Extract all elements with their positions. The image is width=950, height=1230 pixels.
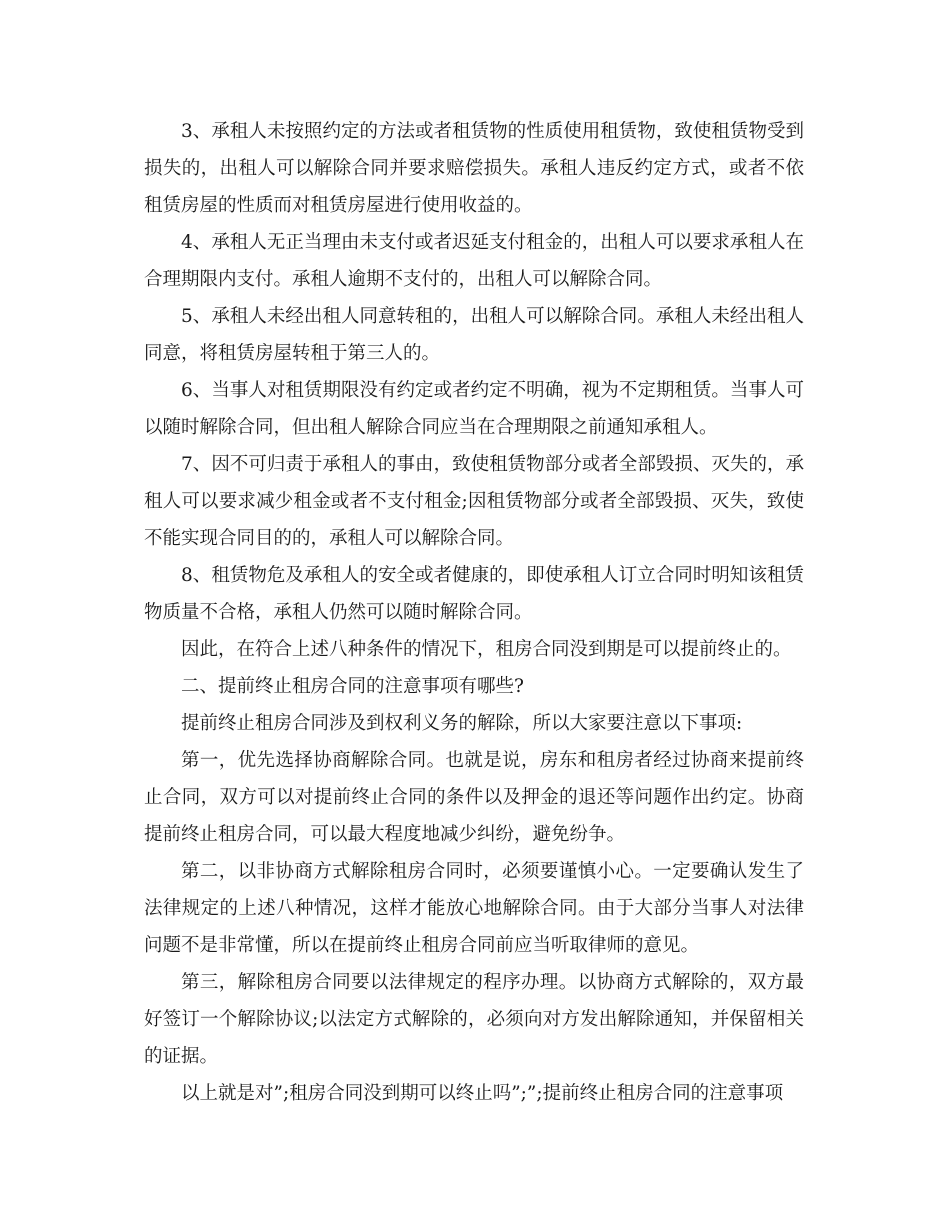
- paragraph-summary: 以上就是对”;租房合同没到期可以终止吗”;”;提前终止租房合同的注意事项: [181, 1083, 784, 1104]
- paragraph-clause-3: 3、承租人未按照约定的方法或者租赁物的性质使用租赁物，致使租赁物受到损失的，出租人可以解除合同并要求赔偿损失。承租人违反约定方式，或者不依租赁房屋的性质而对租赁房屋进行使用收益的。: [144, 121, 804, 216]
- paragraph-note-3: 第三，解除租房合同要以法律规定的程序办理。以协商方式解除的，双方最好签订一个解除协议;以法定方式解除的，必须向对方发出解除通知，并保留相关的证据。: [144, 972, 804, 1067]
- paragraph-intro-notes: 提前终止租房合同涉及到权利义务的解除，所以大家要注意以下事项:: [181, 713, 743, 734]
- paragraph-conclusion: 因此，在符合上述八种条件的情况下，租房合同没到期是可以提前终止的。: [181, 639, 792, 660]
- document-body: [144, 113, 804, 1112]
- paragraph-note-2: 第二，以非协商方式解除租房合同时，必须要谨慎小心。一定要确认发生了法律规定的上述八种情况，这样才能放心地解除合同。由于大部分当事人对法律问题不是非常懂，所以在提前终止租房合同前应当听取律师的意见。: [144, 861, 804, 956]
- paragraph-clause-4: 4、承租人无正当理由未支付或者迟延支付租金的，出租人可以要求承租人在合理期限内支付。承租人逾期不支付的，出租人可以解除合同。: [144, 232, 804, 290]
- paragraph-clause-8: 8、租赁物危及承租人的安全或者健康的，即使承租人订立合同时明知该租赁物质量不合格，承租人仍然可以随时解除合同。: [144, 565, 804, 623]
- paragraph-clause-5: 5、承租人未经出租人同意转租的，出租人可以解除合同。承租人未经出租人同意，将租赁房屋转租于第三人的。: [144, 306, 804, 364]
- section-heading-2: 二、提前终止租房合同的注意事项有哪些?: [181, 676, 524, 697]
- paragraph-clause-6: 6、当事人对租赁期限没有约定或者约定不明确，视为不定期租赁。当事人可以随时解除合同，但出租人解除合同应当在合理期限之前通知承租人。: [144, 380, 804, 438]
- paragraph-clause-7: 7、因不可归责于承租人的事由，致使租赁物部分或者全部毁损、灭失的，承租人可以要求减少租金或者不支付租金;因租赁物部分或者全部毁损、灭失，致使不能实现合同目的的，承租人可以解除合同。: [144, 454, 804, 549]
- paragraph-note-1: 第一，优先选择协商解除合同。也就是说，房东和租房者经过协商来提前终止合同，双方可以对提前终止合同的条件以及押金的退还等问题作出约定。协商提前终止租房合同，可以最大程度地减少纠纷，避免纷争。: [144, 750, 804, 845]
